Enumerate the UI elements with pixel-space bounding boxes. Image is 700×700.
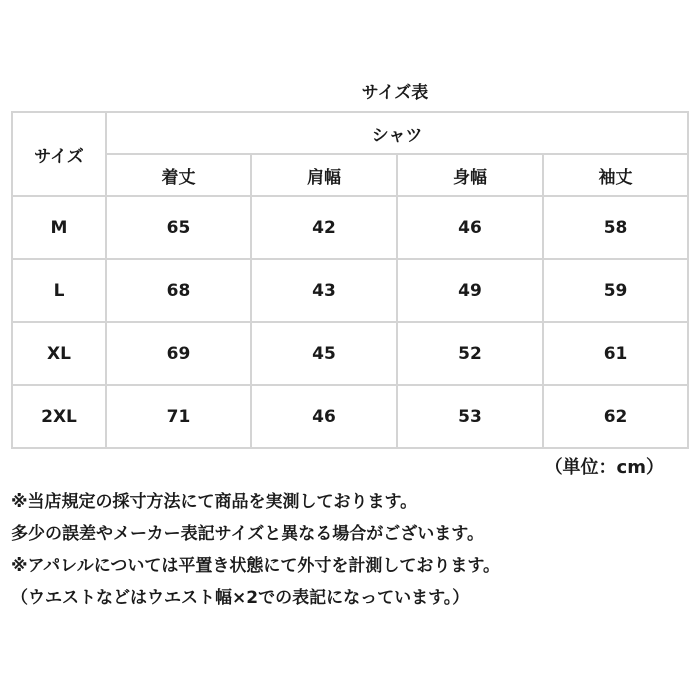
table-subheader-row [12,154,688,196]
notes-block [11,486,696,614]
note-line: 多少の誤差やメーカー表記サイズと異なる場合がございます。 [11,524,484,544]
note-line: （ウエストなどはウエスト幅×2での表記になっています。） [11,588,470,608]
column-header-shoulder: 肩幅 [251,154,397,196]
table-cell: 62 [543,385,688,448]
table-row [12,196,688,259]
column-header-length: 着丈 [106,154,251,196]
group-header-cell: シャツ [106,112,688,154]
table-cell: 46 [251,385,397,448]
column-header-sleeve: 袖丈 [543,154,688,196]
row-size-label: XL [12,322,106,385]
table-header-row [12,112,688,154]
table-cell: 53 [397,385,543,448]
page-title: サイズ表 [361,83,429,103]
size-table [11,111,689,449]
note-line: ※アパレルについては平置き状態にて外寸を計測しております。 [11,556,501,576]
column-header-chest: 身幅 [397,154,543,196]
table-row [12,259,688,322]
table-cell: 43 [251,259,397,322]
table-cell: 52 [397,322,543,385]
table-cell: 61 [543,322,688,385]
table-cell: 69 [106,322,251,385]
table-cell: 45 [251,322,397,385]
note-line: ※当店規定の採寸方法にて商品を実測しております。 [11,492,418,512]
row-size-label: L [12,259,106,322]
table-row [12,385,688,448]
row-size-label: 2XL [12,385,106,448]
table-cell: 42 [251,196,397,259]
table-row [12,322,688,385]
table-cell: 71 [106,385,251,448]
table-cell: 58 [543,196,688,259]
size-header-cell: サイズ [12,112,106,196]
unit-label: （単位：cm） [544,457,664,478]
row-size-label: M [12,196,106,259]
table-cell: 59 [543,259,688,322]
table-cell: 49 [397,259,543,322]
table-cell: 68 [106,259,251,322]
table-cell: 46 [397,196,543,259]
table-cell: 65 [106,196,251,259]
